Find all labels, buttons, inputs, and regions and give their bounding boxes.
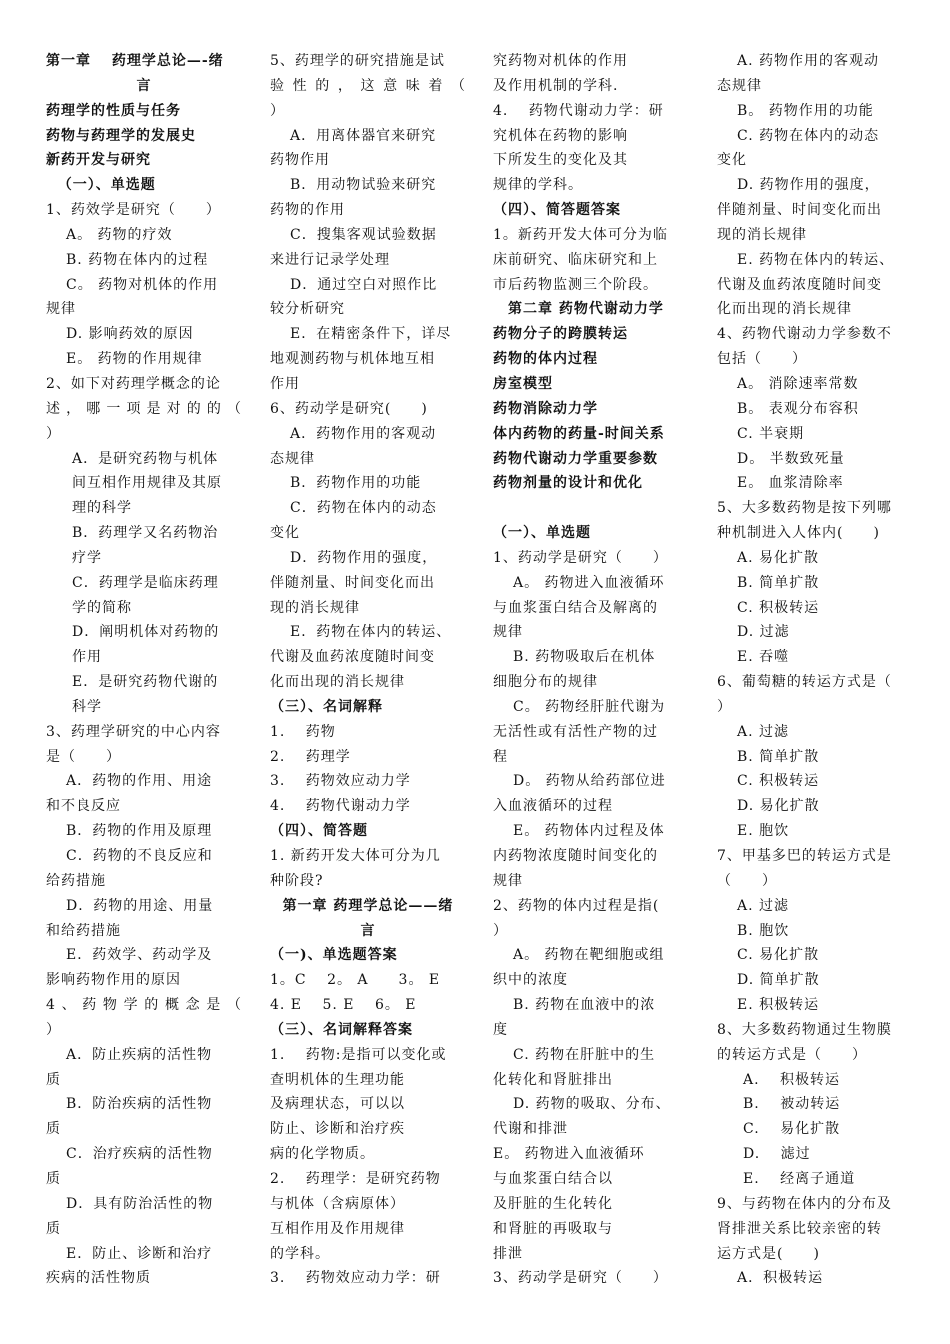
col2-line: C．搜集客观试验数据 bbox=[290, 226, 437, 243]
col4-line: ） bbox=[717, 698, 732, 715]
col3-line: 程 bbox=[493, 748, 508, 765]
col1-line: 给药措施 bbox=[46, 872, 106, 889]
col2-line: 作用 bbox=[270, 375, 300, 392]
col2-line: 防止、诊断和治疗疾 bbox=[270, 1121, 405, 1138]
col4-line: B. 胞饮 bbox=[737, 922, 790, 939]
col3-line: 内药物浓度随时间变化的 bbox=[493, 848, 658, 864]
col2-line: 言 bbox=[360, 922, 376, 939]
column-1 bbox=[46, 49, 242, 1291]
col1-line: A．药物的作用、用途 bbox=[66, 773, 213, 790]
col2-line: 查明机体的生理功能 bbox=[270, 1071, 405, 1088]
col2-line: A．用离体器官来研究 bbox=[290, 127, 437, 144]
col3-line: A。 药物在靶细胞或组 bbox=[513, 947, 665, 964]
col4-line: E. 胞饮 bbox=[737, 823, 790, 840]
col1-line: 药物与药理学的发展史 bbox=[46, 127, 196, 144]
col3-line: E。 药物体内过程及体 bbox=[513, 823, 665, 840]
col2-line: 6、药动学是研究( ) bbox=[270, 400, 428, 417]
col3-line bbox=[493, 496, 689, 521]
col3-line: 究机体在药物的影响 bbox=[493, 127, 628, 144]
col1-line: 学的简称 bbox=[72, 599, 132, 616]
col3-line: 市后药物监测三个阶段。 bbox=[493, 276, 658, 293]
col3-line: B. 药物在血液中的浓 bbox=[513, 997, 656, 1014]
col3-line: （一）、单选题 bbox=[493, 525, 591, 542]
col4-line: C. 半衰期 bbox=[737, 425, 805, 442]
col3-line: 规律的学科。 bbox=[493, 177, 583, 194]
col4-line: B. 简单扩散 bbox=[737, 748, 820, 765]
col2-line: 4. E 5. E 6。 E bbox=[270, 997, 417, 1014]
col1-line: C。 药物对机体的作用 bbox=[66, 276, 219, 293]
col4-line: D. 滤过 bbox=[743, 1146, 811, 1163]
col4-line: A. 过滤 bbox=[737, 897, 790, 914]
col4-line: E. 药物在体内的转运、 bbox=[737, 251, 895, 268]
col4-line: 代谢及血药浓度随时间变 bbox=[717, 276, 882, 293]
col4-line: 现的消长规律 bbox=[717, 226, 807, 243]
col2-line: 3. 药物效应动力学 bbox=[270, 773, 411, 790]
col4-line: 6、葡萄糖的转运方式是（ bbox=[717, 674, 892, 691]
col1-line: B．药物的作用及原理 bbox=[66, 823, 213, 840]
col4-line: 9、与药物在体内的分布及 bbox=[717, 1195, 892, 1212]
col1-line: 疗学 bbox=[72, 549, 102, 566]
col1-line: 2、如下对药理学概念的论 bbox=[46, 375, 221, 392]
col3-line: E。 药物进入血液循环 bbox=[493, 1146, 645, 1163]
column-2 bbox=[270, 49, 466, 1291]
col1-line: B．药理学又名药物治 bbox=[72, 525, 219, 542]
col2-line: 1。C 2。 A 3。 E bbox=[270, 972, 441, 989]
col3-line: 药物分子的跨膜转运 bbox=[493, 326, 628, 343]
col1-line: 言 bbox=[136, 77, 152, 94]
col3-line: 究药物对机体的作用 bbox=[493, 53, 628, 69]
col4-line: E。 血浆清除率 bbox=[737, 475, 844, 492]
col3-line: 1。新药开发大体可分为临 bbox=[493, 226, 668, 243]
col3-line: 3、药动学是研究（ ） bbox=[493, 1270, 668, 1287]
col4-line: C. 易化扩散 bbox=[737, 947, 820, 964]
col4-line: C. 积极转运 bbox=[737, 599, 820, 616]
col3-line: 与血浆蛋白结合以 bbox=[493, 1170, 613, 1187]
col3-line: 规律 bbox=[493, 624, 523, 641]
col4-line: B。 药物作用的功能 bbox=[737, 102, 874, 119]
col1-line: D. 影响药效的原因 bbox=[66, 326, 194, 343]
col2-line: 来进行记录学处理 bbox=[270, 251, 390, 268]
col2-line: ） bbox=[270, 102, 285, 119]
col2-line: A．药物作用的客观动 bbox=[290, 425, 437, 442]
col2-line: 4. 药物代谢动力学 bbox=[270, 798, 411, 815]
col1-line: 质 bbox=[46, 1170, 61, 1187]
col4-line: 化而出现的消长规律 bbox=[717, 301, 852, 318]
col2-line: （三）、名词解释答案 bbox=[270, 1021, 413, 1038]
col1-line: 1、药效学是研究（ ） bbox=[46, 202, 221, 219]
col3-line: 及肝脏的生化转化 bbox=[493, 1195, 613, 1212]
col3-line: C. 药物在肝脏中的生 bbox=[513, 1046, 656, 1063]
col4-line: E. 经离子通道 bbox=[743, 1170, 856, 1187]
col4-line: E. 吞噬 bbox=[737, 649, 790, 666]
col1-line: D．药物的用途、用量 bbox=[66, 897, 214, 914]
col4-line: D. 药物作用的强度， bbox=[737, 177, 880, 194]
col1-line: ） bbox=[46, 425, 61, 442]
col4-line: D. 易化扩散 bbox=[737, 798, 820, 815]
col4-line: 伴随剂量、时间变化而出 bbox=[717, 202, 882, 219]
col1-line: 理的科学 bbox=[72, 500, 132, 517]
col3-line: 及作用机制的学科. bbox=[493, 77, 619, 94]
col4-line: 7、甲基多巴的转运方式是 bbox=[717, 848, 892, 864]
col3-line: 化转化和肾脏排出 bbox=[493, 1071, 613, 1088]
col3-line: ） bbox=[493, 922, 508, 939]
col1-line: C．药理学是临床药理 bbox=[72, 574, 219, 591]
col1-line: 3、药理学研究的中心内容 bbox=[46, 723, 221, 740]
col4-line: 态规律 bbox=[717, 77, 762, 94]
col1-line: ） bbox=[46, 1021, 61, 1038]
col3-line: 4. 药物代谢动力学：研 bbox=[493, 102, 664, 119]
col2-line: 病的化学物质。 bbox=[270, 1146, 375, 1163]
col2-line: B．用动物试验来研究 bbox=[290, 177, 437, 194]
col1-line: 间互相作用规律及其原 bbox=[72, 475, 222, 492]
col4-line: B. 简单扩散 bbox=[737, 574, 820, 591]
col3-line: 床前研究、临床研究和上 bbox=[493, 251, 658, 268]
col4-line: A. 易化扩散 bbox=[737, 549, 820, 566]
col4-line: 4、药物代谢动力学参数不 bbox=[717, 326, 892, 343]
col1-line: 新药开发与研究 bbox=[46, 152, 151, 169]
col3-line: 织中的浓度 bbox=[493, 972, 568, 989]
col1-line: A。 药物的疗效 bbox=[66, 226, 173, 243]
col2-line: 药物作用 bbox=[270, 152, 330, 169]
column-3 bbox=[493, 49, 689, 1291]
col4-line: 5、大多数药物是按下列哪 bbox=[717, 500, 892, 517]
col4-line: C. 药物在体内的动态 bbox=[737, 127, 880, 144]
col2-line: （一)、单选题答案 bbox=[270, 947, 398, 964]
col4-line: 的转运方式是（ ） bbox=[717, 1046, 867, 1063]
col2-line: 种阶段? bbox=[270, 872, 324, 889]
col1-line: 质 bbox=[46, 1220, 61, 1237]
col2-line: 的学科。 bbox=[270, 1245, 330, 1262]
col4-line: A. 积极转运 bbox=[743, 1071, 841, 1088]
col4-line: D。 半数致死量 bbox=[737, 450, 845, 467]
col2-line: 5、药理学的研究措施是试 bbox=[270, 53, 445, 69]
col2-line: 伴随剂量、时间变化而出 bbox=[270, 574, 435, 591]
col1-line: 作用 bbox=[72, 649, 102, 666]
col4-line: 变化 bbox=[717, 152, 747, 169]
col1-line: D．具有防治活性的物 bbox=[66, 1195, 214, 1212]
col2-line: 2. 药理学：是研究药物 bbox=[270, 1170, 441, 1187]
col2-line: （四）、简答题 bbox=[270, 823, 368, 840]
col1-line: 科学 bbox=[72, 698, 102, 715]
col2-line: 验性的，这意味着（ bbox=[270, 77, 466, 94]
column-4 bbox=[717, 49, 917, 1291]
col2-line: 较分析研究 bbox=[270, 301, 345, 318]
col3-line: B. 药物吸取后在机体 bbox=[513, 649, 656, 666]
col1-line: 质 bbox=[46, 1121, 61, 1138]
col2-line: 1. 药物 bbox=[270, 723, 336, 740]
col2-line: 化而出现的消长规律 bbox=[270, 674, 405, 691]
col3-line: 1、药动学是研究（ ） bbox=[493, 549, 668, 566]
col1-line: 质 bbox=[46, 1071, 61, 1088]
col2-line: 1. 药物:是指可以变化或 bbox=[270, 1046, 447, 1063]
col1-line: 和不良反应 bbox=[46, 798, 121, 815]
col2-line: 现的消长规律 bbox=[270, 599, 360, 616]
col2-line: D．通过空白对照作比 bbox=[290, 276, 438, 293]
col2-line: B．药物作用的功能 bbox=[290, 475, 422, 492]
col1-line: 疾病的活性物质 bbox=[46, 1270, 151, 1287]
col3-line: 第二章 药物代谢动力学 bbox=[493, 301, 664, 318]
col2-line: 互相作用及作用规律 bbox=[270, 1220, 405, 1237]
col3-line: 入血液循环的过程 bbox=[493, 798, 613, 815]
col2-line: 地观测药物与机体地互相 bbox=[270, 351, 435, 368]
col1-line: 是（ ） bbox=[46, 748, 121, 765]
col3-line: 2、药物的体内过程是指( bbox=[493, 897, 660, 914]
col1-line: 述，哪一项是对的的（ bbox=[46, 400, 242, 417]
col3-line: 代谢和排泄 bbox=[493, 1121, 568, 1138]
col2-line: 变化 bbox=[270, 525, 300, 542]
col3-line: 药物剂量的设计和优化 bbox=[493, 475, 643, 492]
col4-line: 运方式是( ) bbox=[717, 1245, 820, 1262]
col3-line: 房室模型 bbox=[493, 375, 553, 392]
col1-line: A．防止疾病的活性物 bbox=[66, 1046, 213, 1063]
col4-line: 8、大多数药物通过生物膜 bbox=[717, 1021, 892, 1038]
col3-line: （四）、简答题答案 bbox=[493, 202, 621, 219]
col4-line: D. 简单扩散 bbox=[737, 972, 820, 989]
col4-line: A. 药物作用的客观动 bbox=[737, 53, 880, 69]
col3-line: 细胞分布的规律 bbox=[493, 674, 598, 691]
col4-line: 包括（ ） bbox=[717, 351, 807, 368]
col1-line: D．阐明机体对药物的 bbox=[72, 624, 220, 641]
col2-line: 态规律 bbox=[270, 450, 315, 467]
col2-line: （三）、名词解释 bbox=[270, 698, 383, 715]
col3-line: 下所发生的变化及其 bbox=[493, 152, 628, 169]
col3-line: 规律 bbox=[493, 872, 523, 889]
col4-line: 肾排泄关系比较亲密的转 bbox=[717, 1220, 882, 1237]
col2-line: 第一章 药理学总论——绪 bbox=[282, 897, 454, 914]
col3-line: 药物代谢动力学重要参数 bbox=[493, 450, 658, 467]
col4-line: B. 被动转运 bbox=[743, 1096, 841, 1113]
col1-line: 规律 bbox=[46, 301, 76, 318]
col1-line: 影响药物作用的原因 bbox=[46, 972, 181, 989]
col1-line: E。 药物的作用规律 bbox=[66, 351, 203, 368]
col2-line: 3. 药物效应动力学：研 bbox=[270, 1270, 441, 1287]
col4-line: A。 消除速率常数 bbox=[737, 375, 859, 392]
col1-line: E．药效学、药动学及 bbox=[66, 947, 213, 964]
col1-line: （一）、单选题 bbox=[46, 177, 156, 194]
col4-line: A．积极转运 bbox=[737, 1270, 824, 1287]
col3-line: 和肾脏的再吸取与 bbox=[493, 1220, 613, 1237]
col3-line: 与血浆蛋白结合及解离的 bbox=[493, 599, 658, 616]
col3-line: D. 药物的吸取、分布、 bbox=[513, 1096, 671, 1113]
col2-line: E．药物在体内的转运、 bbox=[290, 624, 452, 641]
col4-line: 种机制进入人体内( ) bbox=[717, 525, 880, 542]
col3-line: A。 药物进入血液循环 bbox=[513, 574, 665, 591]
col1-line: C．药物的不良反应和 bbox=[66, 848, 213, 864]
col4-line: C. 积极转运 bbox=[737, 773, 820, 790]
col1-line: 药理学的性质与任务 bbox=[46, 102, 181, 119]
col1-line: B. 药物在体内的过程 bbox=[66, 251, 209, 268]
col1-line: 第一章 药理学总论—-绪 bbox=[46, 53, 224, 69]
col3-line: C。 药物经肝脏代谢为 bbox=[513, 698, 666, 715]
col1-line: 和给药措施 bbox=[46, 922, 121, 939]
col4-line: （ ） bbox=[717, 872, 777, 889]
col2-line: 药物的作用 bbox=[270, 202, 345, 219]
col2-line: D．药物作用的强度， bbox=[290, 549, 438, 566]
col3-line: D。 药物从给药部位进 bbox=[513, 773, 666, 790]
col4-line: B。 表观分布容积 bbox=[737, 400, 859, 417]
col3-line: 药物消除动力学 bbox=[493, 400, 598, 417]
col4-line: E. 积极转运 bbox=[737, 997, 820, 1014]
col2-line: E．在精密条件下，详尽 bbox=[290, 326, 452, 343]
col1-line: C．治疗疾病的活性物 bbox=[66, 1146, 213, 1163]
col2-line: C．药物在体内的动态 bbox=[290, 500, 437, 517]
col2-line: 及病理状态，可以以 bbox=[270, 1096, 405, 1113]
col3-line: 度 bbox=[493, 1021, 508, 1038]
col4-line: A. 过滤 bbox=[737, 723, 790, 740]
col3-line: 无活性或有活性产物的过 bbox=[493, 723, 658, 740]
col4-line: D. 过滤 bbox=[737, 624, 790, 641]
col1-line: 4、药物学的概念是（ bbox=[46, 997, 242, 1014]
col1-line: E．防止、诊断和治疗 bbox=[66, 1245, 213, 1262]
col3-line: 排泄 bbox=[493, 1245, 523, 1262]
col3-line: 药物的体内过程 bbox=[493, 351, 598, 368]
col1-line: A．是研究药物与机体 bbox=[72, 450, 219, 467]
col1-line: E．是研究药物代谢的 bbox=[72, 674, 219, 691]
col2-line: 代谢及血药浓度随时间变 bbox=[270, 649, 435, 666]
col2-line: 2. 药理学 bbox=[270, 748, 351, 765]
col1-line: B．防治疾病的活性物 bbox=[66, 1096, 213, 1113]
col3-line: 体内药物的药量-时间关系 bbox=[493, 425, 665, 442]
col4-line: C. 易化扩散 bbox=[743, 1121, 841, 1138]
col2-line: 1. 新药开发大体可分为几 bbox=[270, 848, 441, 864]
col2-line: 与机体（含病原体） bbox=[270, 1195, 405, 1212]
